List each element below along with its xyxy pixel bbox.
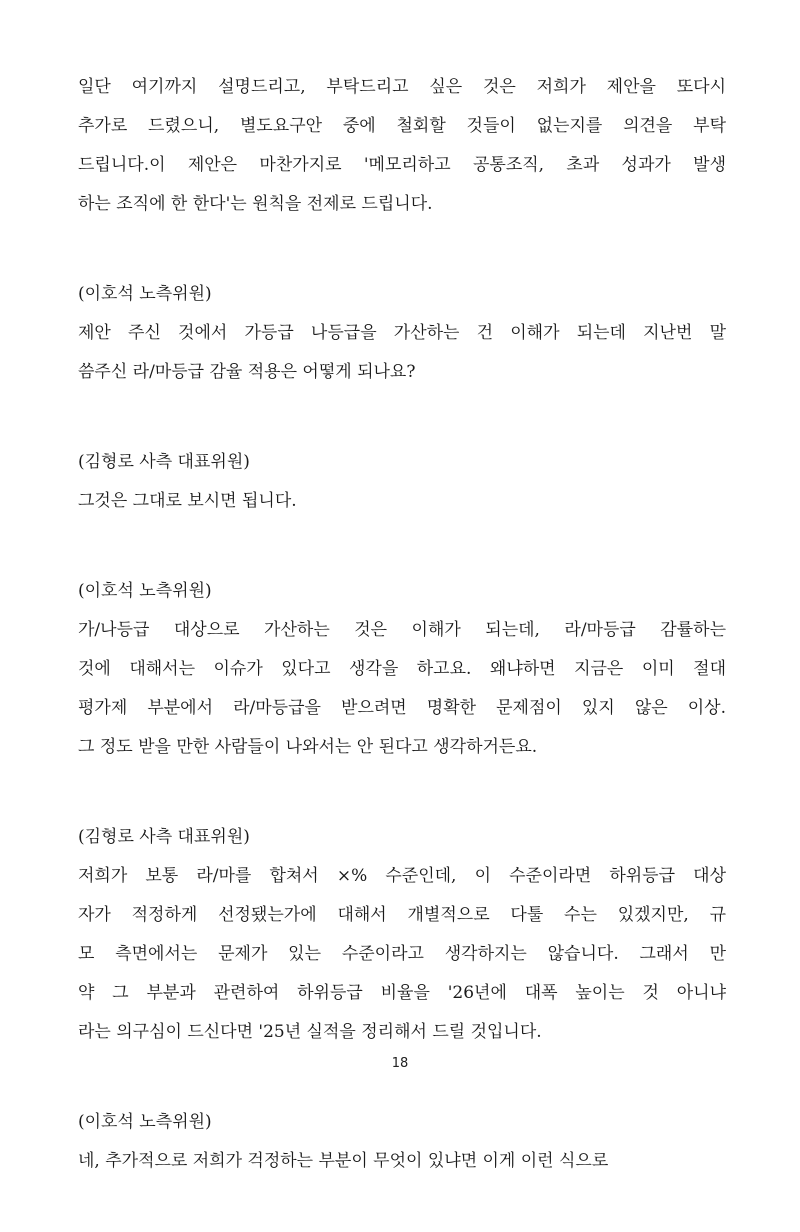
transcript-block	[78, 818, 726, 1052]
text-line: 그 정도 받을 만한 사람들이 나와서는 안 된다고 생각하거든요.	[78, 737, 538, 757]
speaker-label: (이호석 노측위원)	[78, 581, 212, 601]
text-line: 약 그 부분과 관련하여 하위등급 비율을 '26년에 대폭 높이는 것 아니냐	[78, 983, 726, 1003]
speaker-label: (김형로 사측 대표위원)	[78, 452, 250, 472]
text-line: 것에 대해서는 이슈가 있다고 생각을 하고요. 왜냐하면 지금은 이미 절대	[78, 659, 726, 679]
transcript-block	[78, 1103, 726, 1181]
text-line: 네, 추가적으로 저희가 걱정하는 부분이 무엇이 있냐면 이게 이런 식으로	[78, 1151, 609, 1171]
speaker-label: (이호석 노측위원)	[78, 284, 212, 304]
text-line: 자가 적정하게 선정됐는가에 대해서 개별적으로 다툴 수는 있겠지만, 규	[78, 905, 726, 925]
speaker-label: (김형로 사측 대표위원)	[78, 827, 250, 847]
speaker-label: (이호석 노측위원)	[78, 1112, 212, 1132]
transcript-block	[78, 572, 726, 767]
text-line: 추가로 드렸으니, 별도요구안 중에 철회할 것들이 없는지를 의견을 부탁	[78, 116, 726, 136]
transcript-block	[78, 68, 726, 224]
text-line: 평가제 부분에서 라/마등급을 받으려면 명확한 문제점이 있지 않은 이상.	[78, 698, 726, 718]
transcript-block	[78, 443, 726, 521]
text-line: 일단 여기까지 설명드리고, 부탁드리고 싶은 것은 저희가 제안을 또다시	[78, 77, 726, 97]
text-line: 씀주신 라/마등급 감율 적용은 어떻게 되나요?	[78, 362, 416, 382]
text-line: 제안 주신 것에서 가등급 나등급을 가산하는 건 이해가 되는데 지난번 말	[78, 323, 726, 343]
text-line: 드립니다.이 제안은 마찬가지로 '메모리하고 공통조직, 초과 성과가 발생	[78, 155, 726, 175]
text-line: 저희가 보통 라/마를 합쳐서 ×% 수준인데, 이 수준이라면 하위등급 대상	[78, 866, 726, 886]
text-line: 하는 조직에 한 한다'는 원칙을 전제로 드립니다.	[78, 194, 433, 214]
text-line: 모 측면에서는 문제가 있는 수준이라고 생각하지는 않습니다. 그래서 만	[78, 944, 726, 964]
text-line: 그것은 그대로 보시면 됩니다.	[78, 491, 297, 511]
page-number: 18	[391, 1056, 409, 1071]
transcript-block	[78, 275, 726, 392]
text-line: 라는 의구심이 드신다면 '25년 실적을 정리해서 드릴 것입니다.	[78, 1022, 542, 1042]
text-line: 가/나등급 대상으로 가산하는 것은 이해가 되는데, 라/마등급 감률하는	[78, 620, 726, 640]
